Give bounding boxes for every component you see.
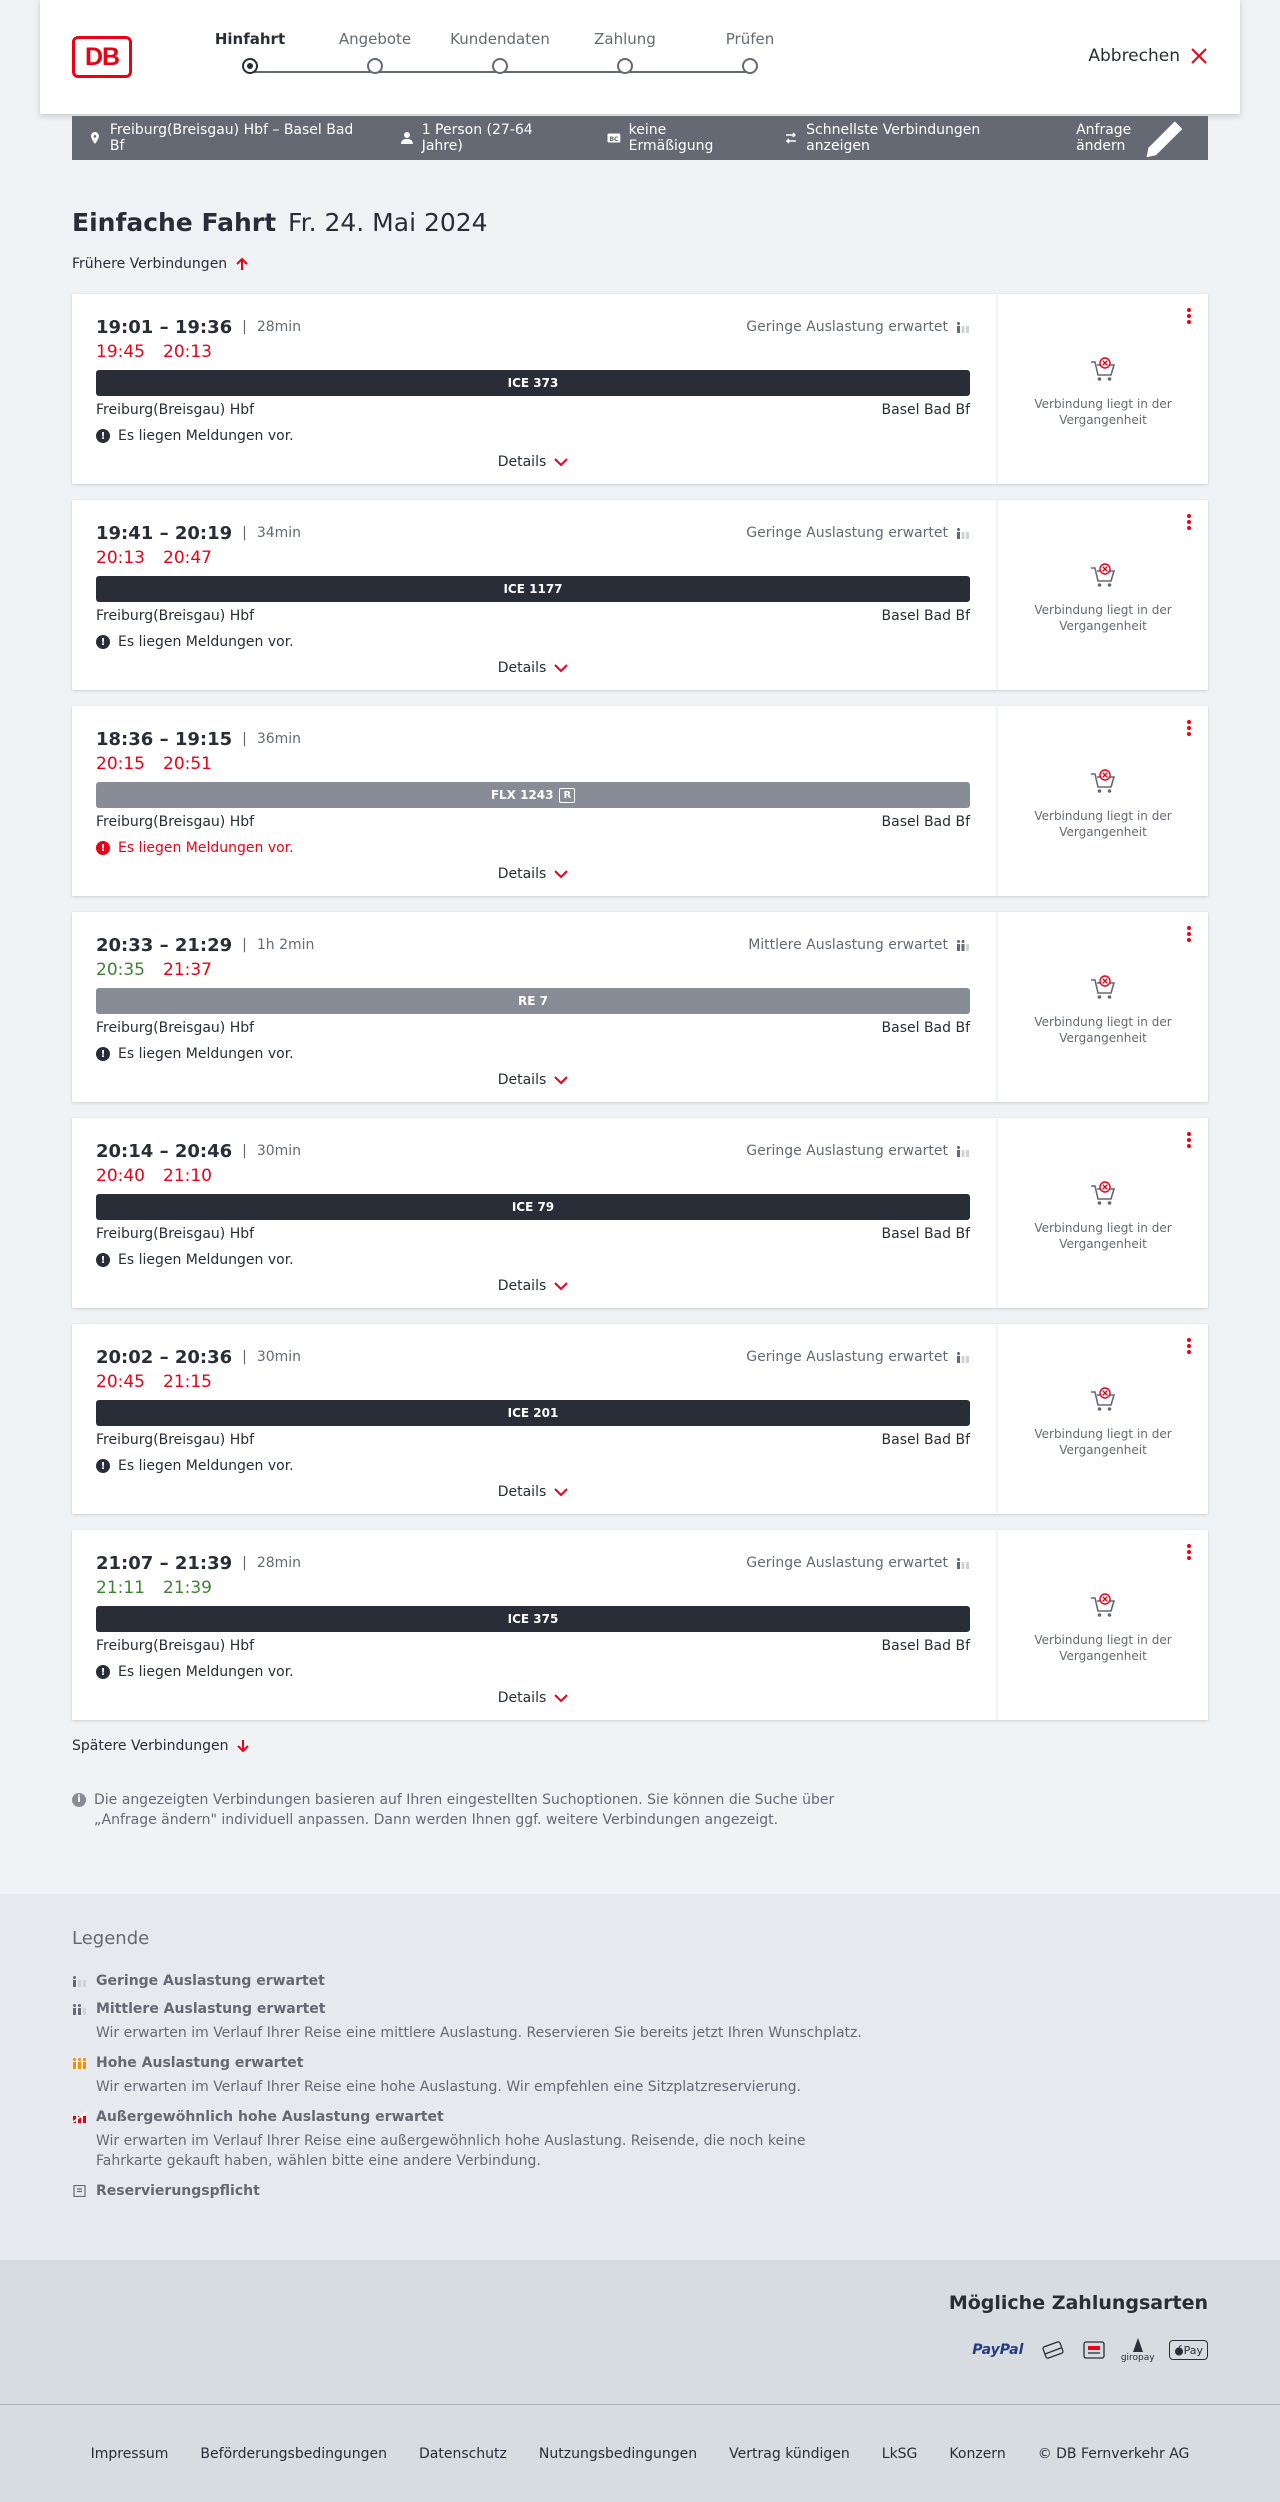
stations	[96, 1226, 970, 1246]
travellers-summary	[400, 122, 577, 154]
trip-type-title: Einfache Fahrt	[72, 208, 277, 237]
legend-item-reservation	[72, 2183, 1208, 2199]
details-label: Details	[497, 1072, 547, 1088]
step-dot	[492, 58, 508, 74]
realtime-times	[96, 1578, 970, 1602]
realtime-arrival: 20:51	[163, 754, 212, 774]
alert-icon: !	[96, 1253, 110, 1267]
connection-side	[996, 706, 1208, 896]
load-indicator	[746, 319, 970, 335]
cart-unavailable-icon	[1089, 974, 1117, 1002]
connection-main	[72, 912, 994, 1102]
later-connections-link[interactable]	[72, 1738, 250, 1754]
train-bar[interactable]	[96, 370, 970, 396]
realtime-departure: 20:35	[96, 960, 145, 980]
realtime-times	[96, 960, 970, 984]
details-toggle[interactable]	[96, 1278, 970, 1294]
message-text: Es liegen Meldungen vor.	[118, 1252, 294, 1268]
stations	[96, 1432, 970, 1452]
location-pin-icon	[88, 131, 102, 145]
connection-list	[72, 294, 1208, 1736]
alert-icon: !	[96, 841, 110, 855]
duration: 28min	[256, 319, 302, 335]
realtime-arrival: 21:39	[163, 1578, 212, 1598]
service-message	[96, 1456, 970, 1476]
apple-pay-label: Pay	[1183, 2343, 1203, 2357]
cart-unavailable-icon	[1089, 1180, 1117, 1208]
realtime-departure: 19:45	[96, 342, 145, 362]
message-text: Es liegen Meldungen vor.	[118, 1046, 294, 1062]
load-medium-icon	[72, 2003, 88, 2015]
destination-station: Basel Bad Bf	[881, 1226, 970, 1242]
load-text: Geringe Auslastung erwartet	[746, 1555, 948, 1571]
page-title	[72, 208, 488, 237]
step-label: Angebote	[338, 30, 412, 48]
realtime-times	[96, 1166, 970, 1190]
stations	[96, 1638, 970, 1658]
step-dot	[742, 58, 758, 74]
details-toggle[interactable]	[96, 1484, 970, 1500]
stations	[96, 402, 970, 422]
footer-link-konzern[interactable]: Konzern	[949, 2445, 1006, 2462]
chevron-down-icon	[554, 1281, 568, 1291]
train-bar[interactable]	[96, 1606, 970, 1632]
unavailable-text: Verbindung liegt in der Vergangenheit	[1034, 1221, 1172, 1251]
alert-icon: !	[96, 429, 110, 443]
train-bar[interactable]	[96, 1194, 970, 1220]
planned-times: 18:36 – 19:15	[96, 728, 233, 750]
realtime-times	[96, 342, 970, 366]
load-indicator	[746, 1143, 970, 1159]
giropay-label: giropay	[1120, 2353, 1155, 2363]
arrow-down-icon	[236, 1739, 250, 1753]
giropay-icon	[1121, 2336, 1155, 2364]
details-label: Details	[497, 1278, 547, 1294]
connection-card[interactable]	[72, 1118, 1208, 1308]
train-name: ICE 79	[511, 1200, 555, 1214]
unavailable-text: Verbindung liegt in der Vergangenheit	[1034, 397, 1172, 427]
realtime-arrival: 20:47	[163, 548, 212, 568]
connection-main	[72, 706, 994, 896]
step-pruefen	[695, 30, 805, 74]
legend-item-title: Geringe Auslastung erwartet	[96, 1973, 325, 1989]
footer-copyright: © DB Fernverkehr AG	[1037, 2445, 1190, 2462]
load-text: Geringe Auslastung erwartet	[746, 319, 948, 335]
realtime-departure: 20:45	[96, 1372, 145, 1392]
unavailable-text: Verbindung liegt in der Vergangenheit	[1034, 809, 1172, 839]
step-zahlung	[570, 30, 680, 74]
origin-station: Freiburg(Breisgau) Hbf	[96, 814, 255, 830]
option-summary	[784, 122, 1046, 154]
paypal-icon: PayPal	[972, 2342, 1024, 2358]
separator: |	[242, 1349, 247, 1365]
connection-side	[996, 294, 1208, 484]
origin-station: Freiburg(Breisgau) Hbf	[96, 402, 255, 418]
credit-card-icon	[1041, 2336, 1067, 2364]
unavailable-text: Verbindung liegt in der Vergangenheit	[1034, 1015, 1172, 1045]
load-low-icon	[72, 1975, 88, 1987]
connection-side	[996, 1324, 1208, 1514]
legend-item-title: Reservierungspflicht	[96, 2183, 260, 2199]
footer	[0, 2404, 1280, 2502]
step-label: Zahlung	[594, 30, 656, 48]
legend-item-medium	[72, 2001, 1208, 2043]
details-label: Details	[497, 866, 547, 882]
details-label: Details	[497, 1484, 547, 1500]
separator: |	[242, 525, 247, 541]
connection-main	[72, 1530, 994, 1720]
connection-card[interactable]	[72, 1530, 1208, 1720]
legend-item-desc: Wir erwarten im Verlauf Ihrer Reise eine hohe Auslastung. Wir empfehlen eine Sitzplatzreservierung.	[96, 2079, 801, 2095]
load-indicator-icon	[956, 527, 970, 539]
later-connections-label: Spätere Verbindungen	[72, 1738, 229, 1754]
legend-item-title: Mittlere Auslastung erwartet	[96, 2001, 326, 2017]
realtime-departure: 20:15	[96, 754, 145, 774]
duration: 34min	[256, 525, 302, 541]
load-indicator-icon	[956, 939, 970, 951]
connection-side	[996, 1118, 1208, 1308]
message-text: Es liegen Meldungen vor.	[118, 840, 294, 856]
load-indicator	[746, 1349, 970, 1365]
connection-card[interactable]	[72, 294, 1208, 484]
alert-icon: !	[96, 1665, 110, 1679]
service-message	[96, 1044, 970, 1064]
origin-station: Freiburg(Breisgau) Hbf	[96, 608, 255, 624]
connection-side	[996, 500, 1208, 690]
load-exceptional-icon	[72, 2111, 88, 2123]
message-text: Es liegen Meldungen vor.	[118, 1458, 294, 1474]
legend-item-exceptional	[72, 2109, 1208, 2171]
connection-main	[72, 294, 994, 484]
step-kundendaten	[445, 30, 555, 74]
realtime-arrival: 21:10	[163, 1166, 212, 1186]
realtime-times	[96, 548, 970, 572]
planned-times: 20:14 – 20:46	[96, 1140, 233, 1162]
train-bar[interactable]	[96, 988, 970, 1014]
search-summary-bar	[72, 116, 1208, 160]
legend-item-high	[72, 2055, 1208, 2097]
bahncard-icon	[607, 131, 621, 145]
load-indicator	[746, 1555, 970, 1571]
step-dot	[617, 58, 633, 74]
chevron-down-icon	[554, 1075, 568, 1085]
duration: 28min	[256, 1555, 302, 1571]
footer-link-lksg[interactable]: LkSG	[881, 2445, 918, 2462]
legend-item-desc: Wir erwarten im Verlauf Ihrer Reise eine außergewöhnlich hohe Auslastung. Reisende, die noch keine Fahrkarte gekauft haben, wählen bitte eine andere Verbindung.	[96, 2133, 806, 2169]
unavailable-text: Verbindung liegt in der Vergangenheit	[1034, 603, 1172, 633]
more-options-icon[interactable]	[1186, 720, 1192, 738]
planned-times: 20:02 – 20:36	[96, 1346, 233, 1368]
train-bar[interactable]	[96, 1400, 970, 1426]
destination-station: Basel Bad Bf	[881, 814, 970, 830]
destination-station: Basel Bad Bf	[881, 1638, 970, 1654]
train-name: ICE 373	[507, 376, 559, 390]
load-text: Mittlere Auslastung erwartet	[748, 937, 948, 953]
destination-station: Basel Bad Bf	[881, 402, 970, 418]
more-options-icon[interactable]	[1186, 1544, 1192, 1562]
alert-icon: !	[96, 1047, 110, 1061]
earlier-connections-label: Frühere Verbindungen	[72, 256, 228, 272]
chevron-down-icon	[554, 663, 568, 673]
legend-item-low	[72, 1973, 1208, 1989]
step-label: Prüfen	[725, 30, 775, 48]
service-message	[96, 1662, 970, 1682]
load-text: Geringe Auslastung erwartet	[746, 1143, 948, 1159]
origin-station: Freiburg(Breisgau) Hbf	[96, 1638, 255, 1654]
service-message	[96, 1250, 970, 1270]
alert-icon: !	[96, 1459, 110, 1473]
legend-item-title: Hohe Auslastung erwartet	[96, 2055, 304, 2071]
stations	[96, 608, 970, 628]
planned-times: 19:01 – 19:36	[96, 316, 233, 338]
footer-link-vertrag-kuendigen[interactable]: Vertrag kündigen	[729, 2445, 850, 2462]
load-indicator-icon	[956, 1351, 970, 1363]
alert-icon: !	[96, 635, 110, 649]
connection-main	[72, 1324, 994, 1514]
duration: 36min	[256, 731, 302, 747]
step-dot	[367, 58, 383, 74]
legend-item-desc: Wir erwarten im Verlauf Ihrer Reise eine mittlere Auslastung. Reservieren Sie bereits jetzt Ihren Wunschplatz.	[96, 2025, 862, 2041]
duration: 30min	[256, 1349, 302, 1365]
step-angebote	[320, 30, 430, 74]
more-options-icon[interactable]	[1186, 1132, 1192, 1150]
origin-station: Freiburg(Breisgau) Hbf	[96, 1226, 255, 1242]
service-message	[96, 838, 970, 858]
travellers-text: 1 Person (27-64 Jahre)	[421, 122, 533, 154]
planned-times: 21:07 – 21:39	[96, 1552, 233, 1574]
train-bar[interactable]	[96, 782, 970, 808]
pencil-icon	[1139, 112, 1192, 165]
realtime-departure: 21:11	[96, 1578, 145, 1598]
cart-unavailable-icon	[1089, 1386, 1117, 1414]
connection-card[interactable]	[72, 912, 1208, 1102]
apple-logo-icon	[1174, 2345, 1184, 2356]
sepa-direct-debit-icon	[1081, 2336, 1107, 2364]
header	[40, 0, 1240, 114]
reservation-icon	[72, 2185, 88, 2197]
step-label: Hinfahrt	[214, 30, 286, 48]
cart-unavailable-icon	[1089, 562, 1117, 590]
option-text: Schnellste Verbindungen anzeigen	[806, 122, 981, 154]
connection-card[interactable]	[72, 706, 1208, 896]
load-text: Geringe Auslastung erwartet	[746, 525, 948, 541]
footer-link-nutzungsbedingungen[interactable]: Nutzungsbedingungen	[538, 2445, 698, 2462]
load-indicator	[748, 937, 970, 953]
arrow-up-icon	[235, 257, 249, 271]
details-toggle[interactable]	[96, 1072, 970, 1088]
service-message	[96, 632, 970, 652]
legend-item-title: Außergewöhnlich hohe Auslastung erwartet	[96, 2109, 444, 2125]
route-text: Freiburg(Breisgau) Hbf – Basel Bad Bf	[109, 122, 354, 154]
load-indicator	[746, 525, 970, 541]
discount-text: keine Ermäßigung	[628, 122, 714, 154]
discount-summary	[607, 122, 755, 154]
more-options-icon[interactable]	[1186, 926, 1192, 944]
giropay-symbol-icon	[1130, 2337, 1146, 2353]
planned-times: 20:33 – 21:29	[96, 934, 233, 956]
unavailable-text: Verbindung liegt in der Vergangenheit	[1034, 1427, 1172, 1457]
realtime-arrival: 21:15	[163, 1372, 212, 1392]
stations	[96, 1020, 970, 1040]
destination-station: Basel Bad Bf	[881, 1020, 970, 1036]
route-summary	[88, 122, 370, 154]
payment-icons	[969, 2336, 1208, 2364]
connection-main	[72, 1118, 994, 1308]
apple-pay-icon	[1169, 2340, 1208, 2360]
person-icon	[400, 131, 414, 145]
chevron-down-icon	[554, 1487, 568, 1497]
separator: |	[242, 319, 247, 335]
destination-station: Basel Bad Bf	[881, 1432, 970, 1448]
details-label: Details	[497, 1690, 547, 1706]
load-indicator-icon	[956, 1145, 970, 1157]
footer-link-befoerderungsbedingungen[interactable]: Beförderungsbedingungen	[200, 2445, 387, 2462]
info-text: Die angezeigten Verbindungen basieren auf Ihren eingestellten Suchoptionen. Sie können die Suche über „Anfrage ändern" individuell anpassen. Dann werden Ihnen ggf. weitere Verbindungen angezeigt.	[94, 1792, 835, 1828]
change-request-button[interactable]	[1076, 112, 1192, 165]
realtime-times	[96, 754, 970, 778]
origin-station: Freiburg(Breisgau) Hbf	[96, 1020, 255, 1036]
separator: |	[242, 1143, 247, 1159]
close-icon	[1190, 47, 1208, 65]
info-note	[72, 1790, 852, 1830]
step-label: Kundendaten	[450, 30, 550, 48]
stations	[96, 814, 970, 834]
connection-side	[996, 912, 1208, 1102]
message-text: Es liegen Meldungen vor.	[118, 634, 294, 650]
cart-unavailable-icon	[1089, 1592, 1117, 1620]
realtime-departure: 20:13	[96, 548, 145, 568]
message-text: Es liegen Meldungen vor.	[118, 428, 294, 444]
change-request-label: Anfrage ändern	[1076, 122, 1132, 154]
progress-steps	[170, 30, 775, 90]
duration: 30min	[256, 1143, 302, 1159]
details-label: Details	[497, 454, 547, 470]
more-options-icon[interactable]	[1186, 308, 1192, 326]
details-label: Details	[497, 660, 547, 676]
realtime-arrival: 21:37	[163, 960, 212, 980]
unavailable-text: Verbindung liegt in der Vergangenheit	[1034, 1633, 1172, 1663]
cancel-button[interactable]	[1088, 46, 1208, 66]
db-logo[interactable]: DB	[72, 36, 132, 78]
swap-arrows-icon	[784, 131, 798, 145]
earlier-connections-link[interactable]	[72, 256, 249, 272]
details-toggle[interactable]	[96, 660, 970, 676]
train-name: FLX 1243	[490, 788, 554, 802]
info-icon: i	[72, 1793, 86, 1807]
more-options-icon[interactable]	[1186, 1338, 1192, 1356]
service-message	[96, 426, 970, 446]
train-name: RE 7	[518, 994, 548, 1008]
train-name: ICE 375	[507, 1612, 559, 1626]
separator: |	[242, 1555, 247, 1571]
duration: 1h 2min	[256, 937, 315, 953]
load-text: Geringe Auslastung erwartet	[746, 1349, 948, 1365]
chevron-down-icon	[554, 1693, 568, 1703]
train-bar[interactable]	[96, 576, 970, 602]
cart-unavailable-icon	[1089, 356, 1117, 384]
realtime-arrival: 20:13	[163, 342, 212, 362]
more-options-icon[interactable]	[1186, 514, 1192, 532]
separator: |	[242, 731, 247, 747]
step-dot	[242, 58, 258, 74]
svg-text:BC: BC	[609, 135, 619, 143]
footer-link-impressum[interactable]: Impressum	[90, 2445, 169, 2462]
connection-card[interactable]	[72, 500, 1208, 690]
connection-card[interactable]	[72, 1324, 1208, 1514]
destination-station: Basel Bad Bf	[881, 608, 970, 624]
realtime-times	[96, 1372, 970, 1396]
load-high-icon	[72, 2057, 88, 2069]
message-text: Es liegen Meldungen vor.	[118, 1664, 294, 1680]
planned-times: 19:41 – 20:19	[96, 522, 233, 544]
legend	[0, 1894, 1280, 2260]
realtime-departure: 20:40	[96, 1166, 145, 1186]
train-name: ICE 1177	[503, 582, 563, 596]
chevron-down-icon	[554, 457, 568, 467]
load-indicator-icon	[956, 1557, 970, 1569]
separator: |	[242, 937, 247, 953]
cancel-label: Abbrechen	[1088, 46, 1180, 66]
payment-methods	[0, 2260, 1280, 2404]
legend-title: Legende	[72, 1928, 150, 1949]
connection-main	[72, 500, 994, 690]
cart-unavailable-icon	[1089, 768, 1117, 796]
train-name: ICE 201	[507, 1406, 559, 1420]
connection-side	[996, 1530, 1208, 1720]
details-toggle[interactable]	[96, 454, 970, 470]
load-indicator-icon	[956, 321, 970, 333]
step-hinfahrt	[195, 30, 305, 74]
trip-date: Fr. 24. Mai 2024	[288, 208, 488, 237]
reservation-badge-icon: R	[559, 788, 575, 803]
details-toggle[interactable]	[96, 866, 970, 882]
chevron-down-icon	[554, 869, 568, 879]
payment-title: Mögliche Zahlungsarten	[948, 2292, 1208, 2314]
footer-link-datenschutz[interactable]: Datenschutz	[418, 2445, 507, 2462]
origin-station: Freiburg(Breisgau) Hbf	[96, 1432, 255, 1448]
details-toggle[interactable]	[96, 1690, 970, 1706]
